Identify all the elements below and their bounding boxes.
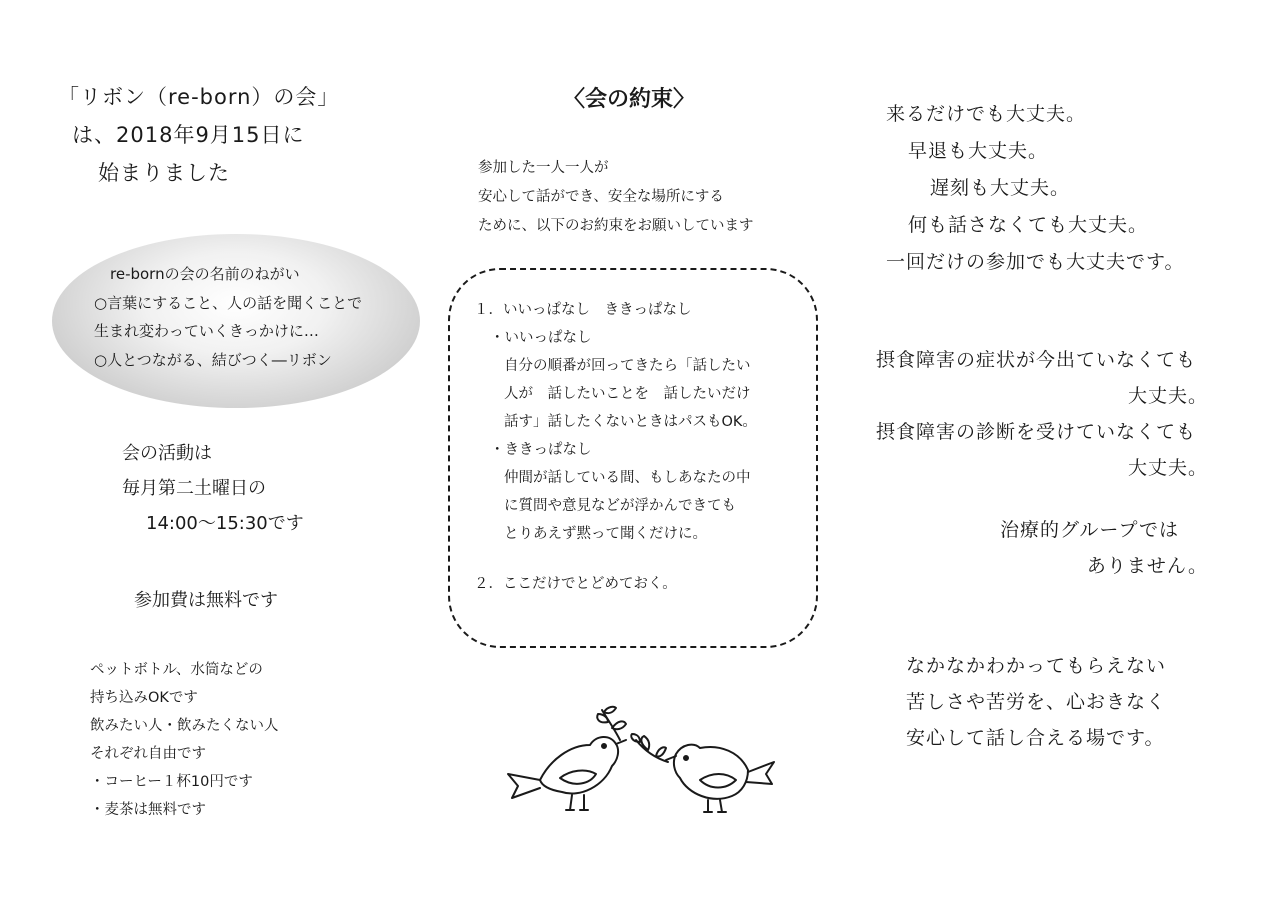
name-wish-heading: re-bornの会の名前のねがい (110, 265, 300, 283)
promise-item-1: １．いいっぱなし ききっぱなし (474, 302, 692, 318)
activity-time: 14:00～15:30です (146, 513, 304, 534)
drinks-info (90, 656, 279, 824)
closing-message (906, 648, 1166, 756)
activity-schedule (122, 436, 304, 541)
promise-intro-line-3: ために、以下のお約束をお願いしています (478, 218, 754, 234)
its-okay-list (886, 96, 1184, 281)
activity-line-1: 会の活動は (122, 443, 212, 464)
closing-line-3: 安心して話し合える場です。 (906, 727, 1165, 749)
right-bird-icon (631, 734, 774, 812)
okay-line-1: 来るだけでも大丈夫。 (886, 103, 1087, 125)
eating-disorder-note (876, 342, 1212, 486)
founding-line-3: 始まりました (98, 161, 230, 185)
name-wish-line-3: 生まれ変わっていくきっかけに… (94, 322, 319, 340)
drinks-coffee: ・コーヒー１杯10円です (90, 774, 253, 790)
drinks-line-3: 飲みたい人・飲みたくない人 (90, 718, 279, 734)
not-therapy-note (1000, 512, 1208, 584)
promise-intro-line-1: 参加した一人一人が (478, 160, 609, 176)
promise-sub-1-line-2: 人が 話したいことを 話したいだけ (504, 386, 751, 402)
activity-line-2: 毎月第二土曜日の (122, 478, 266, 499)
name-wish-line-2: ○言葉にすること、人の話を聞くことで (94, 293, 363, 312)
okay-line-5: 一回だけの参加でも大丈夫です。 (886, 251, 1185, 273)
promise-title: 〈会の約束〉 (562, 87, 695, 112)
promise-item-1-sub-2: ・ききっぱなし (490, 442, 592, 458)
okay-line-2: 早退も大丈夫。 (908, 140, 1049, 162)
okay-line-3: 遅刻も大丈夫。 (930, 177, 1071, 199)
promise-intro-line-2: 安心して話ができ、安全な場所にする (478, 189, 724, 205)
promise-intro (478, 154, 754, 241)
fee-note: 参加費は無料です (134, 590, 278, 611)
ed-line-4: 大丈夫。 (1127, 457, 1208, 479)
closing-line-1: なかなかわかってもらえない (906, 655, 1167, 677)
founding-line-2: は、2018年9月15日に (72, 123, 305, 147)
promise-sub-2-line-3: とりあえず黙って聞くだけに。 (504, 526, 707, 542)
ed-line-1: 摂食障害の症状が今出ていなくても (876, 349, 1197, 371)
promise-sub-2-line-2: に質問や意見などが浮かんできても (504, 498, 736, 514)
two-birds-with-olive-branches-icon (500, 700, 790, 820)
promise-sub-2-line-1: 仲間が話している間、もしあなたの中 (504, 470, 751, 486)
drinks-line-2: 持ち込みOKです (90, 690, 198, 706)
ed-line-2: 大丈夫。 (1127, 385, 1208, 407)
promise-sub-1-line-3: 話す」話したくないときはパスもOK。 (504, 414, 757, 430)
promise-sub-1-line-1: 自分の順番が回ってきたら「話したい (504, 358, 751, 374)
drinks-line-1: ペットボトル、水筒などの (90, 662, 263, 678)
drinks-line-4: それぞれ自由です (90, 746, 206, 762)
not-therapy-line-1: 治療的グループでは (1000, 519, 1180, 541)
ed-line-3: 摂食障害の診断を受けていなくても (876, 421, 1197, 443)
drinks-tea: ・麦茶は無料です (90, 802, 206, 818)
closing-line-2: 苦しさや苦労を、心おきなく (906, 691, 1167, 713)
promise-list (474, 296, 757, 598)
name-wish-text (94, 260, 362, 374)
promise-item-2: ２．ここだけでとどめておく。 (474, 576, 677, 592)
okay-line-4: 何も話さなくても大丈夫。 (908, 214, 1149, 236)
left-bird-icon (508, 707, 626, 810)
name-wish-line-4: ○人とつながる、結びつく―リボン (94, 350, 332, 369)
not-therapy-line-2: ありません。 (1086, 555, 1208, 577)
founding-line-1: 「リボン（re-born）の会」 (58, 85, 340, 109)
promise-item-1-sub-1: ・いいっぱなし (490, 330, 592, 346)
